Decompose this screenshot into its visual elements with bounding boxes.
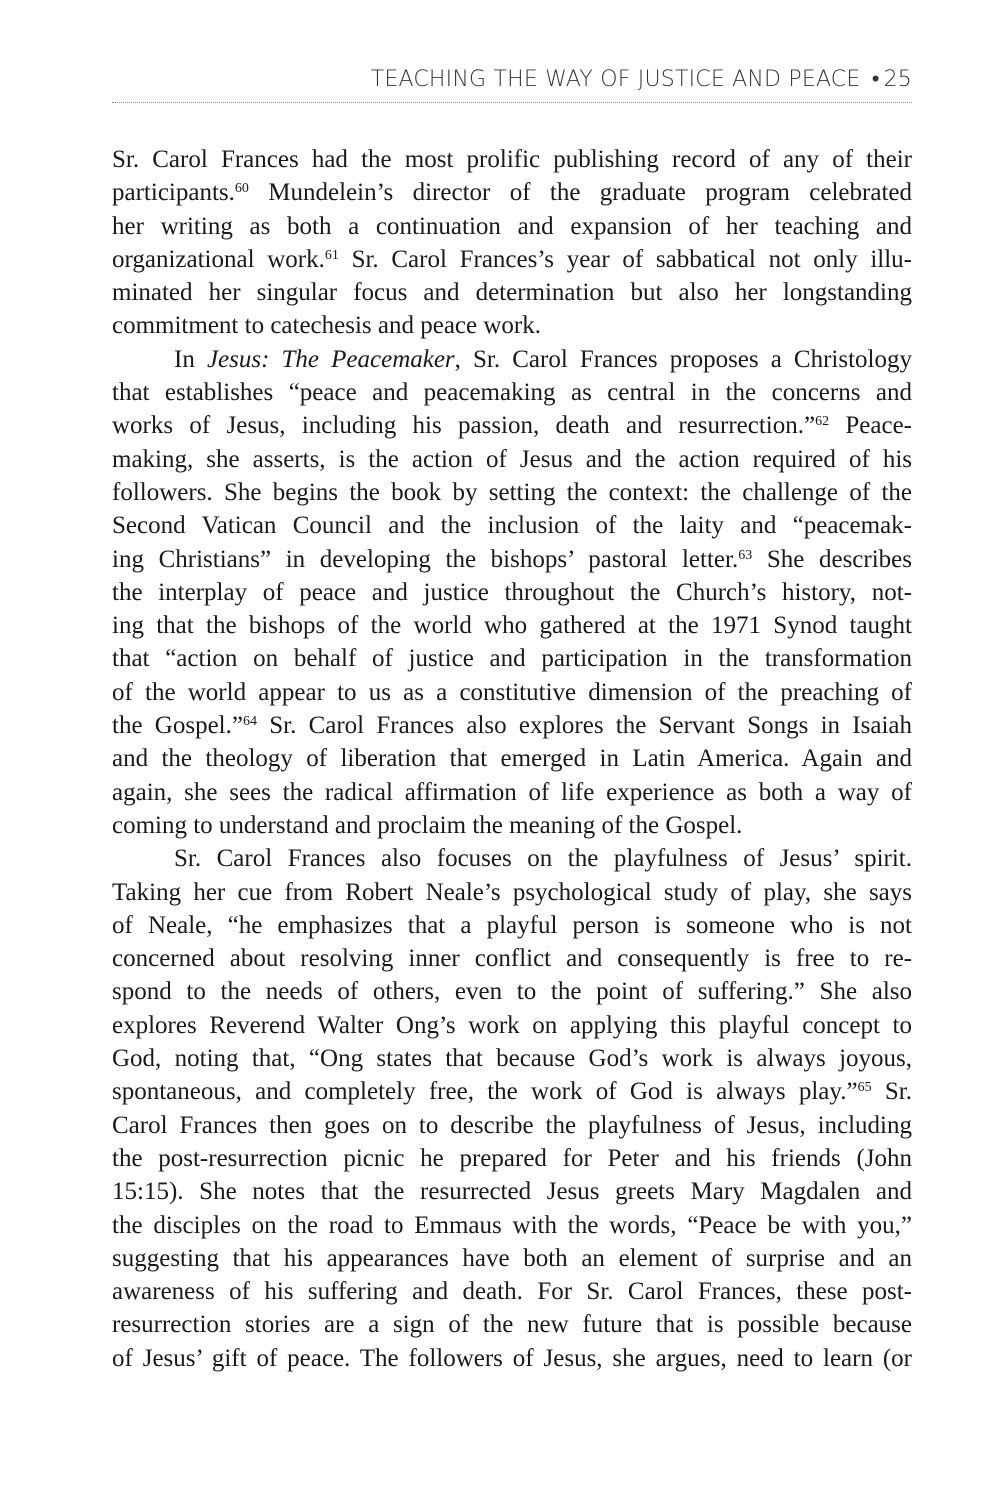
footnote-ref-62: 62: [815, 414, 830, 430]
text-line: the Gospel.”$^{64}$ Sr. Carol Frances also explores the Servant Songs in Isaiah: [112, 712, 912, 740]
text-line: of Jesus’ gift of peace. The followers of Jesus, she argues, need to learn (or: [112, 1344, 912, 1372]
text-line: followers. She begins the book by setting the context: the challenge of the: [112, 478, 912, 506]
footnote-ref-60: 60: [234, 181, 249, 197]
text-line: Sr. Carol Frances had the most prolific publishing record of any of their: [112, 146, 912, 173]
book-title: Jesus: The Peacemaker: [206, 345, 455, 373]
body-text: [112, 143, 912, 1375]
text-line: works of Jesus, including his passion, death and resurrection.”$^{62}$ Peace-: [112, 412, 912, 440]
text-line: 15:15). She notes that the resurrected Jesus greets Mary Magdalen and: [112, 1178, 912, 1206]
running-title: TEACHING THE WAY OF JUSTICE AND PEACE: [370, 67, 861, 92]
text-line: spontaneous, and completely free, the work of God is always play.”$^{65}$ Sr.: [112, 1078, 912, 1106]
text-line: Sr. Carol Frances also focuses on the playfulness of Jesus’ spirit.: [174, 845, 912, 873]
text-line: of Neale, “he emphasizes that a playful person is someone who is not: [112, 911, 912, 939]
paragraph-2: [112, 343, 912, 842]
page-number: 25: [883, 67, 912, 92]
footnote-ref-64: 64: [242, 714, 257, 730]
text-line: organizational work.$^{61}$ Sr. Carol Frances’s year of sabbatical not only illu-: [112, 245, 913, 273]
running-head: [112, 62, 912, 103]
text-line: that establishes “peace and peacemaking as central in the concerns and: [112, 379, 912, 407]
text-line: and the theology of liberation that emerged in Latin America. Again and: [112, 745, 912, 773]
text-line: ing that the bishops of the world who gathered at the 1971 Synod taught: [112, 612, 912, 640]
text-line: suggesting that his appearances have both an element of surprise and an: [112, 1244, 912, 1272]
text-line: Taking her cue from Robert Neale’s psychological study of play, she says: [112, 878, 912, 906]
text-line: concerned about resolving inner conflict and consequently is free to re-: [112, 945, 912, 973]
footnote-ref-63: 63: [738, 547, 753, 563]
paragraph-3: [112, 842, 912, 1375]
text-line: the post-resurrection picnic he prepared for Peter and his friends (John: [112, 1144, 912, 1172]
text-line: again, she sees the radical affirmation of life experience as both a way of: [112, 778, 912, 806]
text-line: spond to the needs of others, even to the point of suffering.” She also: [112, 978, 912, 1006]
text-line: commitment to catechesis and peace work.: [112, 312, 542, 340]
header-separator: •: [871, 67, 880, 92]
text-line: that “action on behalf of justice and participation in the transformation: [112, 645, 912, 673]
text-line: participants.$^{60}$ Mundelein’s director of the graduate program celebrated: [112, 179, 912, 207]
text-line: resurrection stories are a sign of the new future that is possible because: [112, 1311, 912, 1339]
text-line: In Jesus: The Peacemaker, Sr. Carol Frances proposes a Christology: [174, 345, 912, 373]
text-line: of the world appear to us as a constitutive dimension of the preaching of: [112, 678, 912, 706]
footnote-ref-65: 65: [857, 1080, 872, 1096]
text-line: the disciples on the road to Emmaus with the words, “Peace be with you,”: [112, 1211, 912, 1239]
text-line: awareness of his suffering and death. For Sr. Carol Frances, these post-: [112, 1278, 912, 1306]
text-line: making, she asserts, is the action of Jesus and the action required of his: [112, 445, 912, 473]
text-line: minated her singular focus and determination but also her longstanding: [112, 279, 912, 307]
text-line: Carol Frances then goes on to describe the playfulness of Jesus, including: [112, 1111, 912, 1139]
text-line: God, noting that, “Ong states that because God’s work is always joyous,: [112, 1045, 912, 1073]
footnote-ref-61: 61: [324, 247, 339, 263]
text-line: Second Vatican Council and the inclusion of the laity and “peacemak-: [112, 512, 912, 540]
text-line: ing Christians” in developing the bishops’ pastoral letter.$^{63}$ She describes: [112, 545, 912, 573]
text-line: the interplay of peace and justice throughout the Church’s history, not-: [112, 578, 912, 606]
paragraph-1: [112, 143, 912, 343]
text-line: her writing as both a continuation and expansion of her teaching and: [112, 212, 912, 240]
text-line: coming to understand and proclaim the meaning of the Gospel.: [112, 811, 743, 839]
text-line: explores Reverend Walter Ong’s work on applying this playful concept to: [112, 1011, 912, 1039]
